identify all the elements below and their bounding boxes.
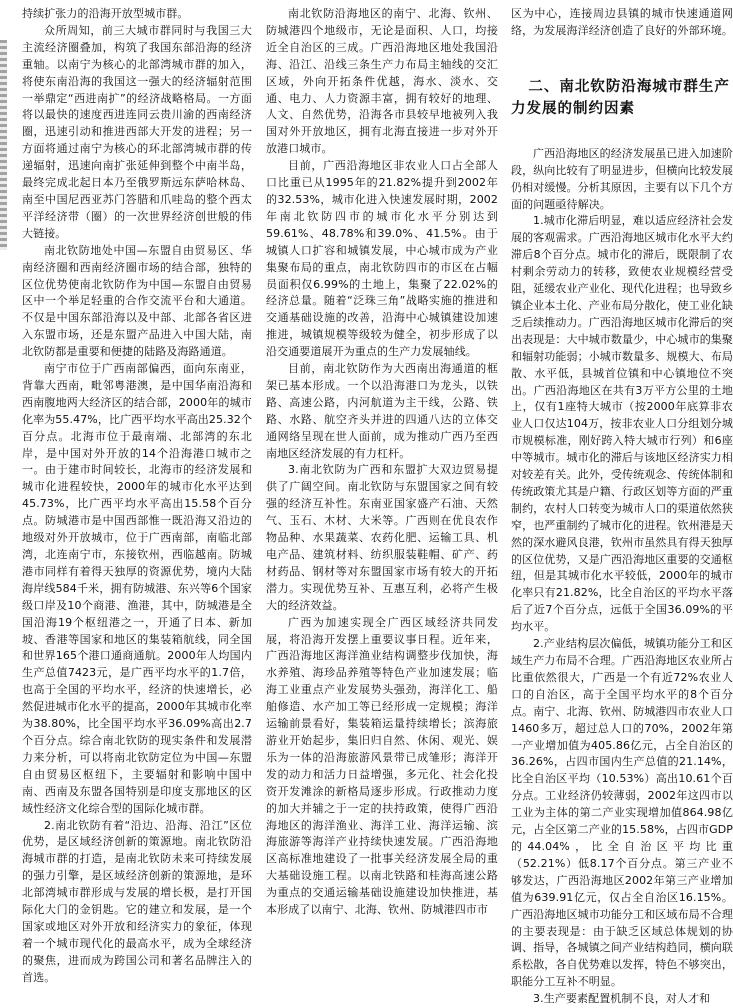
column-3 <box>511 6 733 1006</box>
paragraph: 3.南北钦防为广西和东盟扩大双边贸易提供了广阔空间。南北钦防与东盟国家之间有较强的经济互补性。东南亚国家盛产石油、天然气、玉石、木材、大米等。广西则在优良农作物品种、水果蔬菜、农药化肥、运输工具、机电产品、建筑材料、纺织服装鞋帽、矿产、药材药品、钢材等对东盟国家市场有较大的开拓潜力。实现优势互补、互惠互利，必将产生极大的经济效益。 <box>266 463 498 612</box>
paragraph: 广西沿海地区的经济发展虽已进入加速阶段，纵向比较有了明显进步，但横向比较发展仍相对缓慢。分析其原因，主要有以下几个方面的问题亟待解决。 <box>511 146 733 211</box>
paragraph: 2.产业结构层次偏低，城镇功能分工和区域生产力布局不合理。广西沿海地区农业所占比重依然很大，广西是一个有近72%农业人口的自治区，高于全国平均水平的8个百分点。南宁、北海、钦州、防城港四市农业人口1460多万，超过总人口的70%，2002年第一产业增加值为405.86亿元，占全自治区的36.26%，占四市国内生产总值的21.14%，比全自治区平均（10.53%）高出10.61个百分点。工业经济仍较薄弱，2002年这四市以工业为主体的第二产业实现增加值864.98亿元，占全区第二产业的15.58%，占四市GDP的44.04%，比全自治区平均比重（52.21%）低8.17个百分点。第三产业不够发达，广西沿海地区2002年第三产业增加值为639.91亿元，仅占全自治区16.15%。广西沿海地区城市功能分工和区域布局不合理的主要表现是：由于缺乏区域总体规划的协调、指导，各城镇之间产业结构趋同，横向联系松散，各自优势难以发挥，特色不够突出，职能分工互补不明显。 <box>511 637 733 989</box>
paragraph: 3.生产要素配置机制不良，对人才和 <box>533 992 711 1006</box>
paragraph: 1.城市化滞后明显，难以适应经济社会发展的客观需求。广西沿海地区城市化水平大约滞后8个百分点。城市化的滞后，既限制了农村剩余劳动力的转移，致使农业规模经营受阻，延缓农业产业化、现代化进程；也导致乡镇企业本土化、产业布局分散化，使工业化缺乏后续推动力。广西沿海地区城市化滞后的突出表现是：大中城市数量少，中心城市的集聚和辐射功能弱；小城市数量多、规模大、布局散、水平低，县城首位镇和中心镇地位不突出。广西沿海地区在共有3万平方公里的土地上，仅有1座特大城市（按2000年底算非农业人口仅达104万，按非农业人口分组划分城市规模标准，刚好跨入特大城市行列）和6座中等城市。城市化的滞后与该地区经济实力相对较差有关。此外，受传统观念、传统体制和传统政策尤其是户籍、行政区划等方面的严重制约，农村人口转变为城市人口的渠道依然狭窄，也严重制约了城市化的进程。钦州港是天然的深水避风良港，钦州市虽然具有得天独厚的区位优势，又是广西沿海地区重要的交通枢纽，但是其城市化水平较低，2000年的城市化率只有21.82%，比全自治区的平均水平落后了近7个百分点，远低于全国36.09%的平均水平。 <box>511 214 733 634</box>
paragraph: 区为中心，连接周边县镇的城市快速通道网络，为发展海洋经济创造了良好的外部环境。 <box>511 7 733 37</box>
paragraph: 持续扩张力的沿海开放型城市群。 <box>22 7 189 20</box>
article-page <box>14 6 733 1006</box>
scan-binding-edge <box>0 40 7 250</box>
paragraph: 目前，广西沿海地区非农业人口占全部人口比重已从1995年的21.82%提升到2002年的32.53%，城市化进入快速发展时期，2002年南北钦防四市的城市化水平分别达到59.61%、48.78%和39.0%、41.5%。由于城镇人口扩容和城镇发展，中心城市成为产业集聚布局的重点，南北钦防四市的市区在占幅员面积仅6.99%的土地上，集聚了22.02%的经济总量。随着“泛珠三角”战略实施的推进和交通基础设施的改善，沿海中心城镇建设加速推进，城镇规模等级较为健全，初步形成了以沿交通要道展开为重点的生产力发展轴线。 <box>266 159 498 359</box>
paragraph: 南北钦防地处中国—东盟自由贸易区、华南经济圈和西南经济圈市场的结合部，独特的区位优势使南北钦防作为中国—东盟自由贸易区中一个举足轻重的合作交流平台和大通道。不仅是中国东部沿海以及中部、北部各省区进入东盟市场，还是东盟产品进入中国大陆，南北钦防都是重要和便捷的陆路及海路通道。 <box>22 243 252 359</box>
paragraph: 南北钦防沿海地区的南宁、北海、钦州、防城港四个地级市，无论是面积、人口，均接近全自治区的三成。广西沿海地区地处我国沿海、沿江、沿线三条生产力布局主轴线的交汇区域，外向开拓条件优越，海水、淡水、交通、电力、人力资源丰富，拥有较好的地理、人文、自然优势，沿海各市县较早地被列入我国对外开放地区，拥有北海直接进一步对外开放港口城市。 <box>266 7 498 156</box>
paragraph: 南宁市位于广西南部偏西，面向东南亚，背靠大西南，毗邻粤港澳，是中国华南沿海和西南腹地两大经济区的结合部，2000年的城市化率为55.47%，比广西平均水平高出25.32个百分点。北海市位于最南端、北部湾的东北岸，是中国对外开放的14个沿海港口城市之一。由于建市时间较长，北海市的经济发展和城市化进程较快，2000年的城市化水平达到45.73%，比广西平均水平高出15.58个百分点。防城港市是中国西部惟一既沿海又沿边的地级对外开放城市，位于广西南部，南临北部湾，北连南宁市，东接钦州，西临越南。防城港市同样有着得天独厚的资源优势，境内大陆海岸线584千米，拥有防城港、东兴等6个国家级口岸及10个商港、渔港，其中，防城港是全国沿海19个枢纽港之一，开通了日本、新加坡、香港等国家和地区的集装箱航线，同全国和世界165个港口通商通航。2000年人均国内生产总值7423元，是广西平均水平的1.7倍，也高于全国的平均水平，经济的快速增长，必然促进城市化水平的提高，2000年其城市化率为38.80%，比全国平均水平36.09%高出2.7个百分点。综合南北钦防的现实条件和发展潜力来分析，可以将南北钦防定位为中国—东盟自由贸易区枢纽下，主要辐射和影响中国中南、西南及东盟各国特别是印度支那地区的区域性经济文化综合型的国际化城市群。 <box>22 362 252 815</box>
column-1 <box>22 6 252 984</box>
column-2 <box>266 6 498 917</box>
section-heading: 二、南北钦防沿海城市群生产力发展的制约因素 <box>511 78 730 117</box>
paragraph: 广西为加速实现全广西区域经济共同发展，将沿海开发摆上重要议事日程。近年来，广西沿海地区海洋渔业结构调整步伐加快，海水养殖、海珍品养殖等特色产业加速发展；临海工业重点产业发展势头强劲，海洋化工、船舶修造、水产加工等已经形成一定规模；海洋运输前景看好，集装箱运量持续增长；滨海旅游业开始起步，集旧归自然、休闲、观光、娱乐为一体的沿海旅游风景带已成雏形；海洋开发的动力和活力日益增强，多元化、社会化投资开发滩涂的新格局逐步形成。行政推动力度的加大并辅之于一定的扶持政策，使得广西沿海地区的海洋渔业、海洋工业、海洋运输、滨海旅游等海洋产业持续快速发展。广西沿海地区高标准地建设了一批事关经济发展全局的重大基础设施工程。以南北铁路和桂海高速公路为重点的交通运输基础设施建设加快推进，基本形成了以南宁、北海、钦州、防城港四市市 <box>266 615 498 917</box>
paragraph: 目前，南北钦防作为大西南出海通道的框架已基本形成。一个以沿海港口为龙头，以铁路、高速公路，内河航道为主干线，公路、铁路、水路、航空齐头并进的四通八达的立体交通网络呈现在世人面前，成为推动广西乃至西南地区经济发展的有力杠杆。 <box>266 362 498 460</box>
paragraph: 众所周知，前三大城市群同时与我国三大主流经济圈叠加，构筑了我国东部沿海的经济重轴。以南宁为核心的北部湾城市群的加入，将使东南沿海的我国这一强大的经济辐射范围一举鼎定“西进南扩”的经济战略格局。一方面将以最快的速度西进连同云贵川渝的西南经济圈，迅速引动和推进西部大开发的进程；另一方面将通过南宁为核心的环北部湾城市群的传递辐射，迅速向南扩张延伸到整个中南半岛，最终完成北起日本乃至俄罗斯远东萨哈林岛、南至中国尼西亚苏门答腊和爪哇岛的整个西太平洋经济带（圈）的一次世界经济创世般的伟大链接。 <box>22 23 252 240</box>
paragraph: 2.南北钦防有着“沿边、沿海、沿江”区位优势，是区域经济创新的策源地。南北钦防沿海城市群的打造，是南北钦防未来可持续发展的强力引擎，是区域经济创新的策源地，是环北部湾城市群形成与发展的增长极，是打开国际化大门的金钥匙。它的建立和发展，是一个国家或地区对外开放和经济实力的象征，体现着一个城市现代化的最高水平，成为全球经济的聚焦，进而成为跨国公司和著名品牌注入的首选。 <box>22 818 252 984</box>
